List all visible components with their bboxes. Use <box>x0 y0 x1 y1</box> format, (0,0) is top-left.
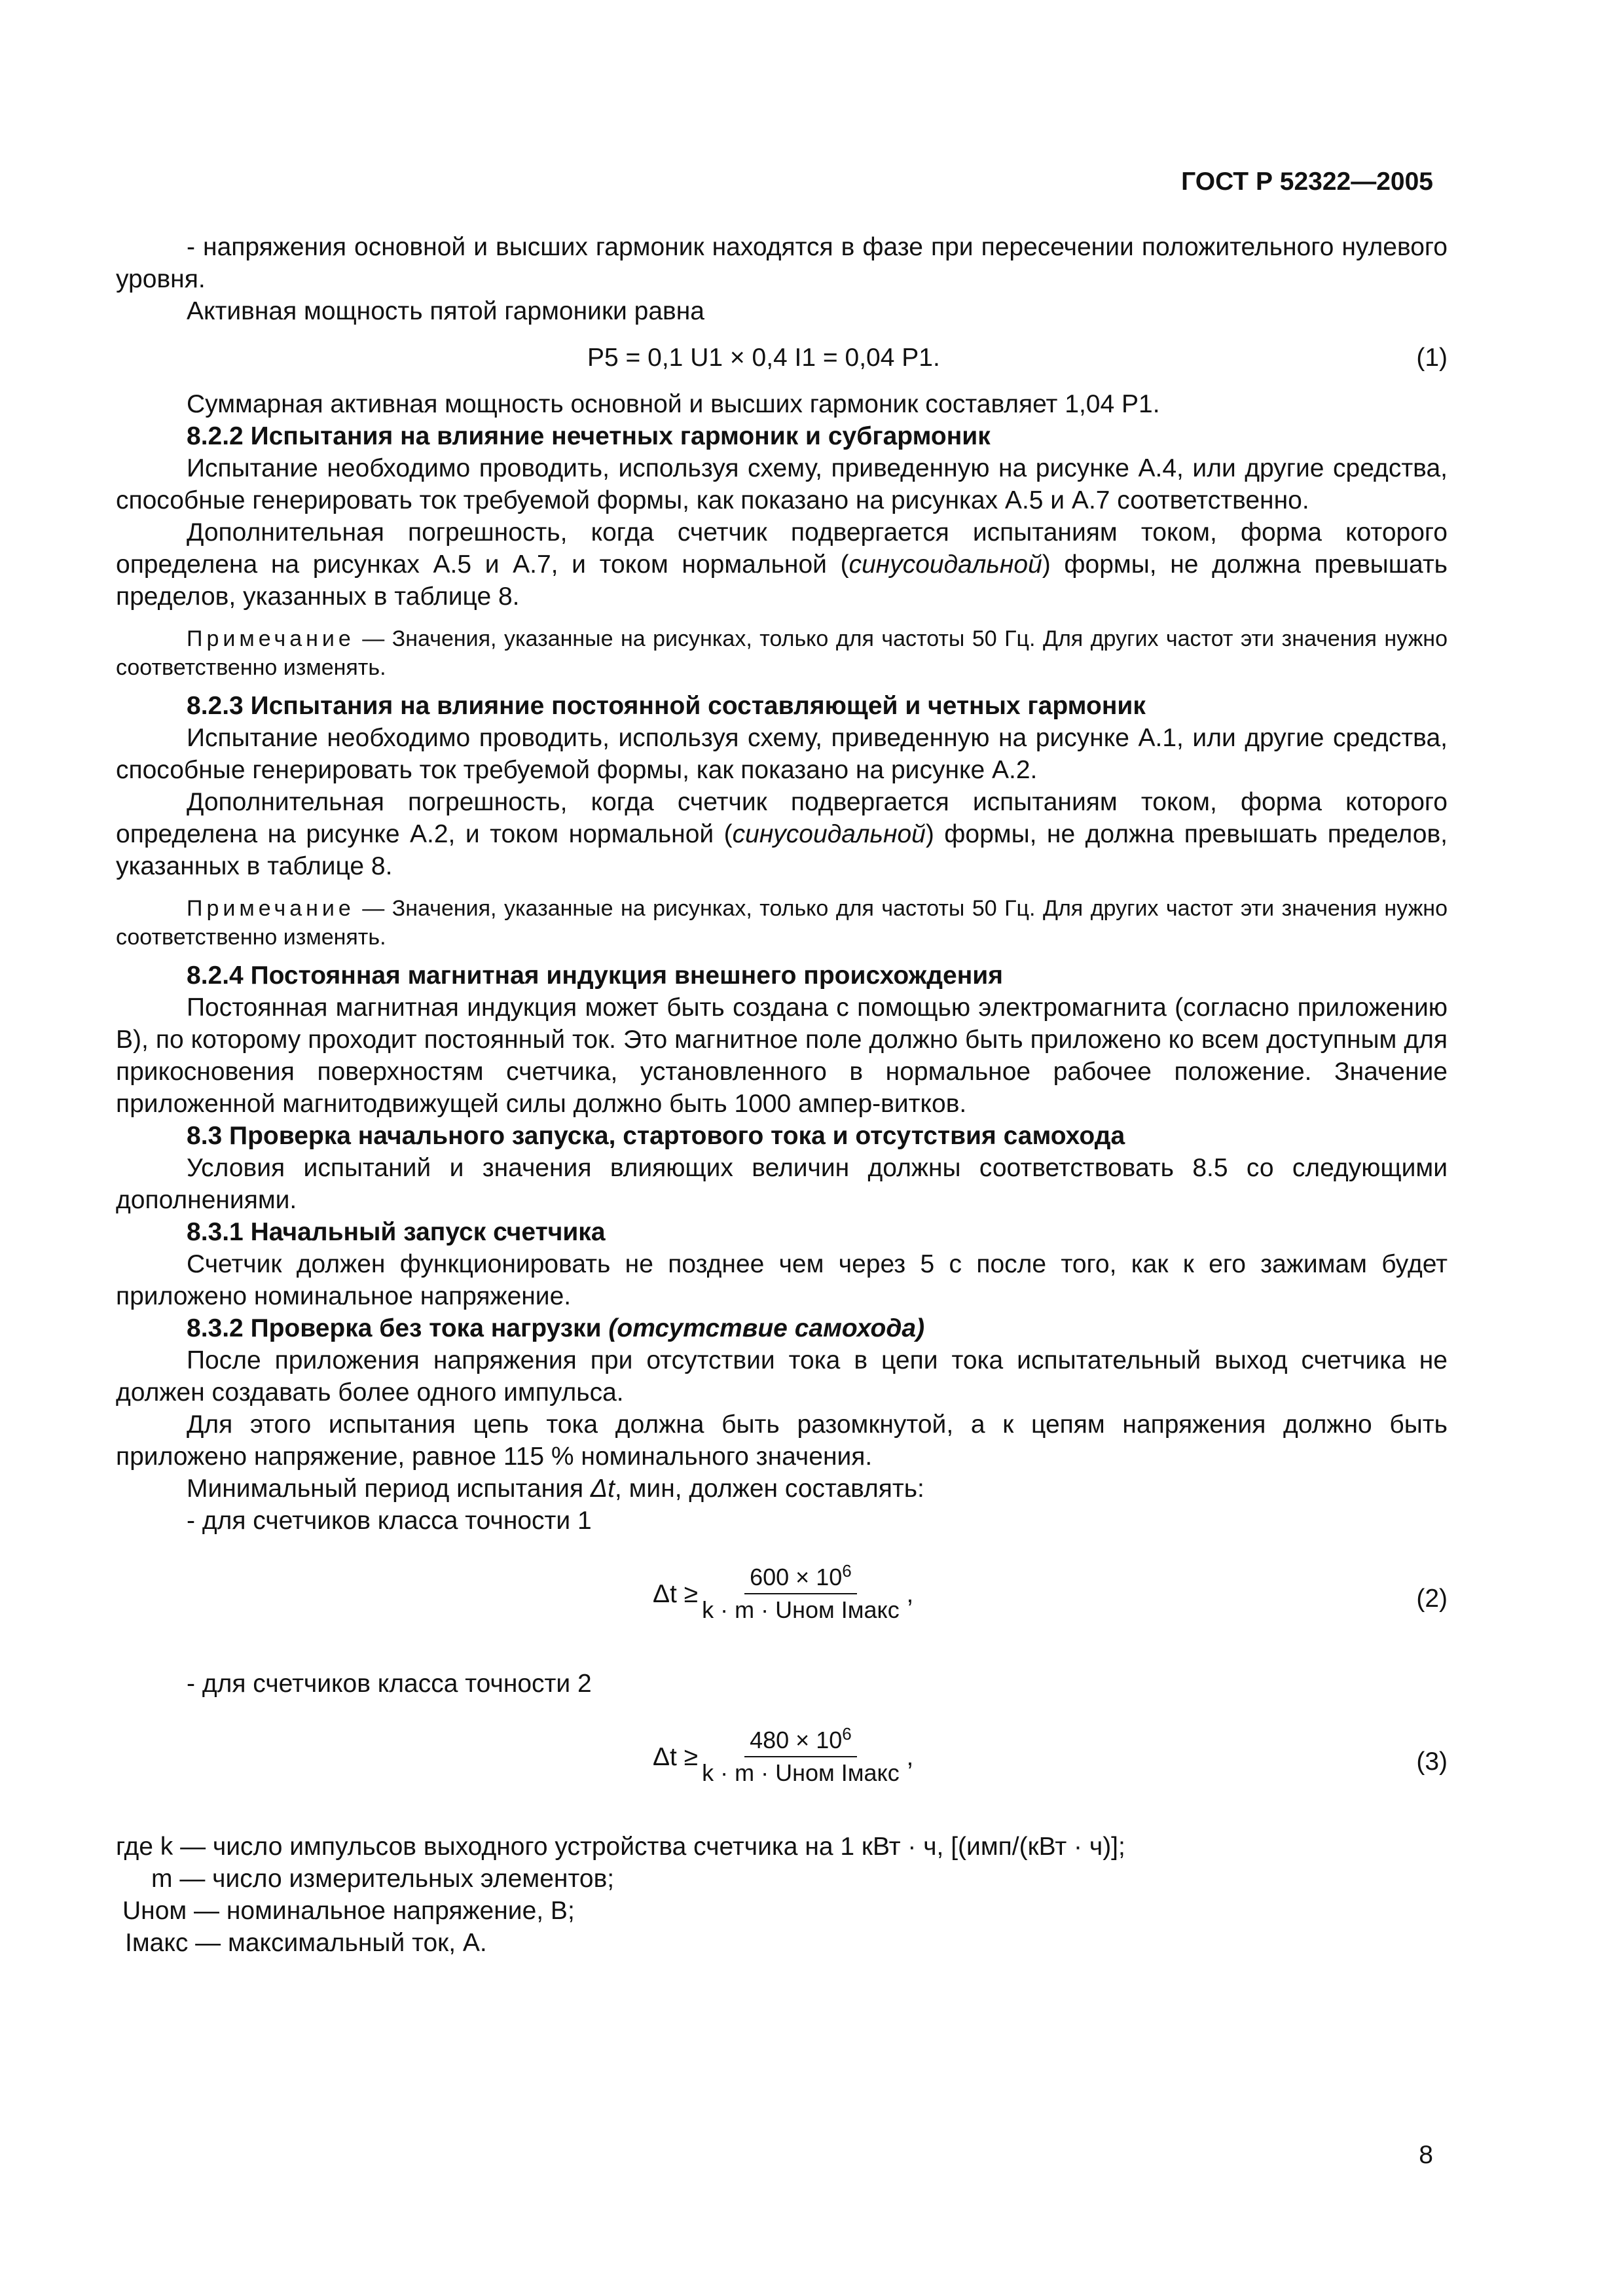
formula-number: (1) <box>1416 344 1448 372</box>
formula-lhs: Δt ≥ <box>653 1742 699 1771</box>
denominator: k · m · Uном Iмакс <box>702 1759 900 1786</box>
text-span: Дополнительная погрешность, когда счетчик подвергается испытаниям током, форма которого определена на рисунках А.5 и А.7, и током нормальной ( <box>116 518 1448 579</box>
paragraph: Суммарная активная мощность основной и высших гармоник составляет 1,04 P1. <box>187 390 1160 418</box>
list-item: - для счетчиков класса точности 2 <box>187 1670 592 1698</box>
paragraph: Счетчик должен функционировать не позднее чем через 5 с после того, как к его зажимам будет приложено номинальное напряжение. <box>116 1250 1448 1310</box>
numerator-exp: 6 <box>842 1724 852 1744</box>
paragraph: Постоянная магнитная индукция может быть создана с помощью электромагнита (согласно приложению В), по которому проходит постоянный ток. Это магнитное поле должно быть приложено ко всем доступным для прикосновения поверхностям счетчика, установленного в нормальное рабочее положение. Значение приложенной магнитодвижущей силы должно быть 1000 ампер-витков. <box>116 994 1448 1118</box>
fraction <box>653 1726 913 1787</box>
note <box>116 894 1448 952</box>
numerator-exp: 6 <box>842 1561 852 1581</box>
paragraph <box>116 516 1448 613</box>
paragraph: Активная мощность пятой гармоники равна <box>187 297 704 325</box>
fraction <box>653 1563 913 1624</box>
heading-italic: (отсутствие самохода) <box>608 1314 925 1342</box>
formula-2 <box>116 1563 1448 1641</box>
paragraph: Испытание необходимо проводить, используя схему, приведенную на рисунке А.4, или другие средства, способные генерировать ток требуемой формы, как показано на рисунках А.5 и А.7 соответственно. <box>116 454 1448 514</box>
formula-3 <box>116 1726 1448 1804</box>
paragraph: Испытание необходимо проводить, используя схему, приведенную на рисунке А.1, или другие средства, способные генерировать ток требуемой формы, как показано на рисунке А.2. <box>116 724 1448 784</box>
formula-lhs: Δt ≥ <box>653 1579 699 1608</box>
numerator-base: 600 × 10 <box>750 1564 843 1590</box>
paragraph: - напряжения основной и высших гармоник находятся в фазе при пересечении положительного нулевого уровня. <box>116 233 1448 293</box>
formula-1 <box>116 342 1448 374</box>
note-text: — Значения, указанные на рисунках, только для частоты 50 Гц. Для других частот эти значения нужно соответственно изменять. <box>116 896 1448 950</box>
note-text: — Значения, указанные на рисунках, только для частоты 50 Гц. Для других частот эти значения нужно соответственно изменять. <box>116 626 1448 680</box>
document-code: ГОСТ Р 52322—2005 <box>1181 168 1433 196</box>
where-m: m — число измерительных элементов; <box>151 1865 615 1893</box>
fraction-body <box>702 1726 900 1787</box>
section-heading: 8.3.1 Начальный запуск счетчика <box>187 1218 606 1246</box>
numerator <box>744 1726 857 1757</box>
numerator-base: 480 × 10 <box>750 1727 843 1753</box>
where-u: Uном — номинальное напряжение, В; <box>122 1897 575 1925</box>
heading-text: 8.3.2 Проверка без тока нагрузки <box>187 1314 609 1342</box>
italic-term: синусоидальной <box>732 820 926 848</box>
text-span: Минимальный период испытания <box>187 1475 591 1503</box>
comma: , <box>899 1742 914 1771</box>
where-k: где k — число импульсов выходного устройства счетчика на 1 кВт · ч, [(имп/(кВт · ч)]; <box>116 1833 1125 1861</box>
text-span: , мин, должен составлять: <box>614 1475 924 1503</box>
section-heading: 8.3 Проверка начального запуска, стартового тока и отсутствия самохода <box>187 1122 1125 1150</box>
paragraph <box>116 786 1448 882</box>
formula-number: (2) <box>1416 1585 1448 1613</box>
italic-symbol: Δt <box>590 1475 615 1503</box>
list-item: - для счетчиков класса точности 1 <box>187 1507 592 1535</box>
paragraph: Для этого испытания цепь тока должна быть разомкнутой, а к цепям напряжения должно быть приложено напряжение, равное 115 % номинального значения. <box>116 1410 1448 1471</box>
page-content <box>116 231 1448 1959</box>
section-heading: 8.2.4 Постоянная магнитная индукция внешнего происхождения <box>187 961 1004 990</box>
denominator: k · m · Uном Iмакс <box>702 1596 900 1623</box>
section-heading: 8.2.2 Испытания на влияние нечетных гармоник и субгармоник <box>187 422 991 450</box>
comma: , <box>899 1579 914 1608</box>
text-span: Дополнительная погрешность, когда счетчик подвергается испытаниям током, форма которого определена на рисунке А.2, и током нормальной ( <box>116 788 1448 848</box>
section-heading: 8.2.3 Испытания на влияние постоянной составляющей и четных гармоник <box>187 692 1146 720</box>
fraction-body <box>702 1563 900 1624</box>
numerator <box>744 1563 857 1594</box>
section-heading <box>116 1312 1448 1344</box>
paragraph: Условия испытаний и значения влияющих величин должны соответствовать 8.5 со следующими дополнениями. <box>116 1154 1448 1214</box>
note-label: Примечание <box>187 626 355 651</box>
formula-text: P5 = 0,1 U1 × 0,4 I1 = 0,04 P1. <box>587 344 940 372</box>
where-block <box>116 1831 1448 1959</box>
formula-number: (3) <box>1416 1748 1448 1776</box>
note-label: Примечание <box>187 896 355 921</box>
note <box>116 624 1448 682</box>
italic-term: синусоидальной <box>848 550 1042 579</box>
page-number: 8 <box>1419 2141 1433 2169</box>
paragraph: После приложения напряжения при отсутствии тока в цепи тока испытательный выход счетчика не должен создавать более одного импульса. <box>116 1346 1448 1407</box>
text-span: ) формы, не должна превышать пределов, указанных в таблице 8. <box>116 550 1448 611</box>
text-span: ) формы, не должна превышать пределов, указанных в таблице 8. <box>116 820 1448 880</box>
paragraph <box>116 1473 1448 1505</box>
where-i: Iмакс — максимальный ток, А. <box>125 1929 487 1957</box>
